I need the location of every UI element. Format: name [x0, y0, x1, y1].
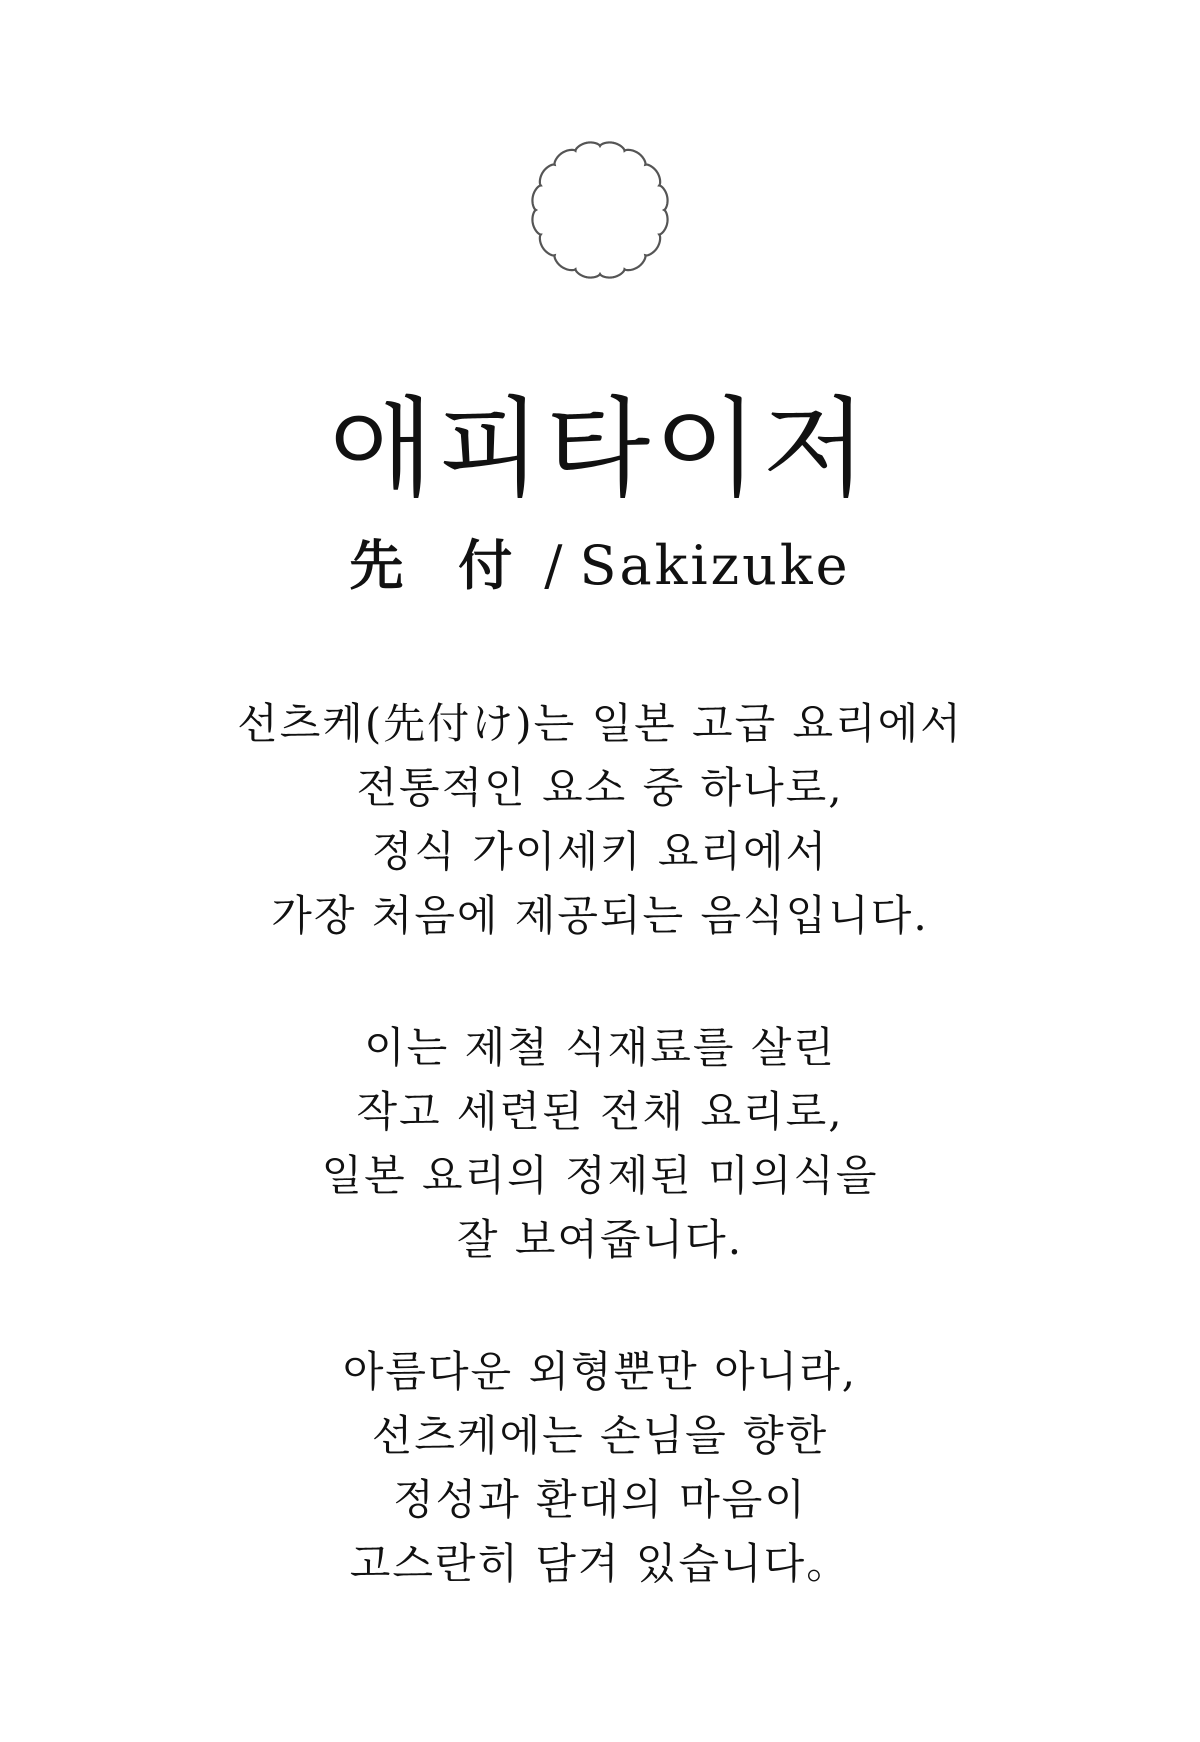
paragraph-line: 일본 요리의 정제된 미의식을: [321, 1151, 879, 1200]
subtitle-separator: /: [544, 534, 566, 597]
paragraph-line: 선츠케(先付け)는 일본 고급 요리에서: [237, 699, 963, 748]
paragraph-line: 이는 제철 식재료를 살린: [364, 1023, 836, 1072]
paragraph-line: 아름다운 외형뿐만 아니라,: [342, 1347, 858, 1396]
scalloped-circle-icon: [520, 130, 680, 290]
description-paragraph-1: [0, 692, 1200, 948]
paragraph-line: 잘 보여줍니다.: [456, 1215, 744, 1264]
description-paragraph-3: [0, 1340, 1200, 1596]
description-paragraph-2: [0, 1016, 1200, 1272]
paragraph-line: 작고 세련된 전채 요리로,: [356, 1087, 844, 1136]
subtitle-romaji: Sakizuke: [579, 534, 851, 597]
paragraph-line: 가장 처음에 제공되는 음식입니다.: [271, 891, 929, 940]
paragraph-line: 정식 가이세키 요리에서: [371, 827, 829, 876]
subtitle-kanji: 先 付: [349, 533, 531, 597]
paragraph-line: 전통적인 요소 중 하나로,: [356, 763, 844, 812]
paragraph-line: 정성과 환대의 마음이: [393, 1475, 807, 1524]
paragraph-line: 고스란히 담겨 있습니다。: [349, 1539, 851, 1588]
page-title: 애피타이저: [329, 387, 871, 512]
page-subtitle: [0, 530, 1200, 601]
paragraph-line: 선츠케에는 손님을 향한: [371, 1411, 829, 1460]
